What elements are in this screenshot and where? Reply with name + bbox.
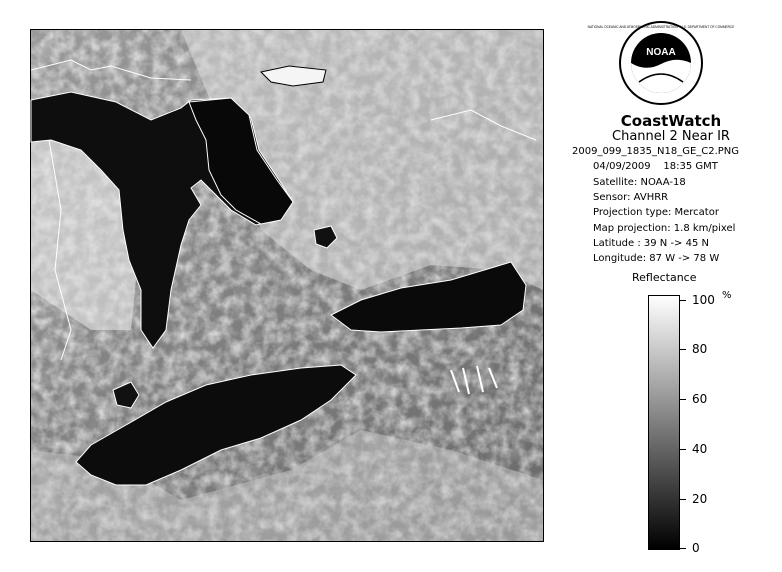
product-title: CoastWatch	[620, 112, 722, 130]
colorbar-tick-label: 80	[692, 342, 708, 356]
map-projection-info: Map projection: 1.8 km/pixel	[593, 222, 736, 234]
satellite-info: Satellite: NOAA-18	[593, 177, 686, 188]
latitude-info: Latitude : 39 N -> 45 N	[593, 237, 709, 249]
sensor-info: Sensor: AVHRR	[593, 192, 669, 204]
satellite-image-panel	[30, 29, 544, 542]
colorbar-unit: %	[722, 290, 732, 301]
colorbar-tick-label: 40	[692, 442, 708, 456]
colorbar-tick	[680, 300, 686, 301]
colorbar-tick-label: 0	[692, 541, 700, 555]
colorbar-tick	[680, 499, 686, 500]
projection-type-info: Projection type: Mercator	[593, 207, 719, 219]
colorbar-tick-label: 60	[692, 392, 708, 406]
metadata-list	[593, 176, 735, 267]
reflectance-colorbar	[648, 295, 680, 550]
acquisition-datetime	[593, 160, 718, 174]
acquisition-date: 04/09/2009	[593, 161, 651, 172]
colorbar-tick-label: 100	[692, 293, 715, 307]
colorbar-tick	[680, 449, 686, 450]
colorbar-title: Reflectance	[632, 271, 697, 284]
image-filename: 2009_099_1835_N18_GE_C2.PNG	[572, 146, 740, 157]
noaa-logo	[587, 20, 735, 106]
colorbar-tick	[680, 548, 686, 549]
longitude-info: Longitude: 87 W -> 78 W	[593, 252, 720, 264]
logo-ring-text: NATIONAL OCEANIC AND ATMOSPHERIC ADMINISTRATION · U.S. DEPARTMENT OF COMMERCE	[587, 25, 735, 29]
colorbar-tick-label: 20	[692, 492, 708, 506]
logo-text: NOAA	[646, 47, 676, 58]
colorbar-tick	[680, 399, 686, 400]
colorbar-tick	[680, 349, 686, 350]
satellite-image	[31, 30, 543, 541]
channel-label: Channel 2 Near IR	[612, 129, 730, 144]
acquisition-time: 18:35 GMT	[663, 161, 718, 172]
